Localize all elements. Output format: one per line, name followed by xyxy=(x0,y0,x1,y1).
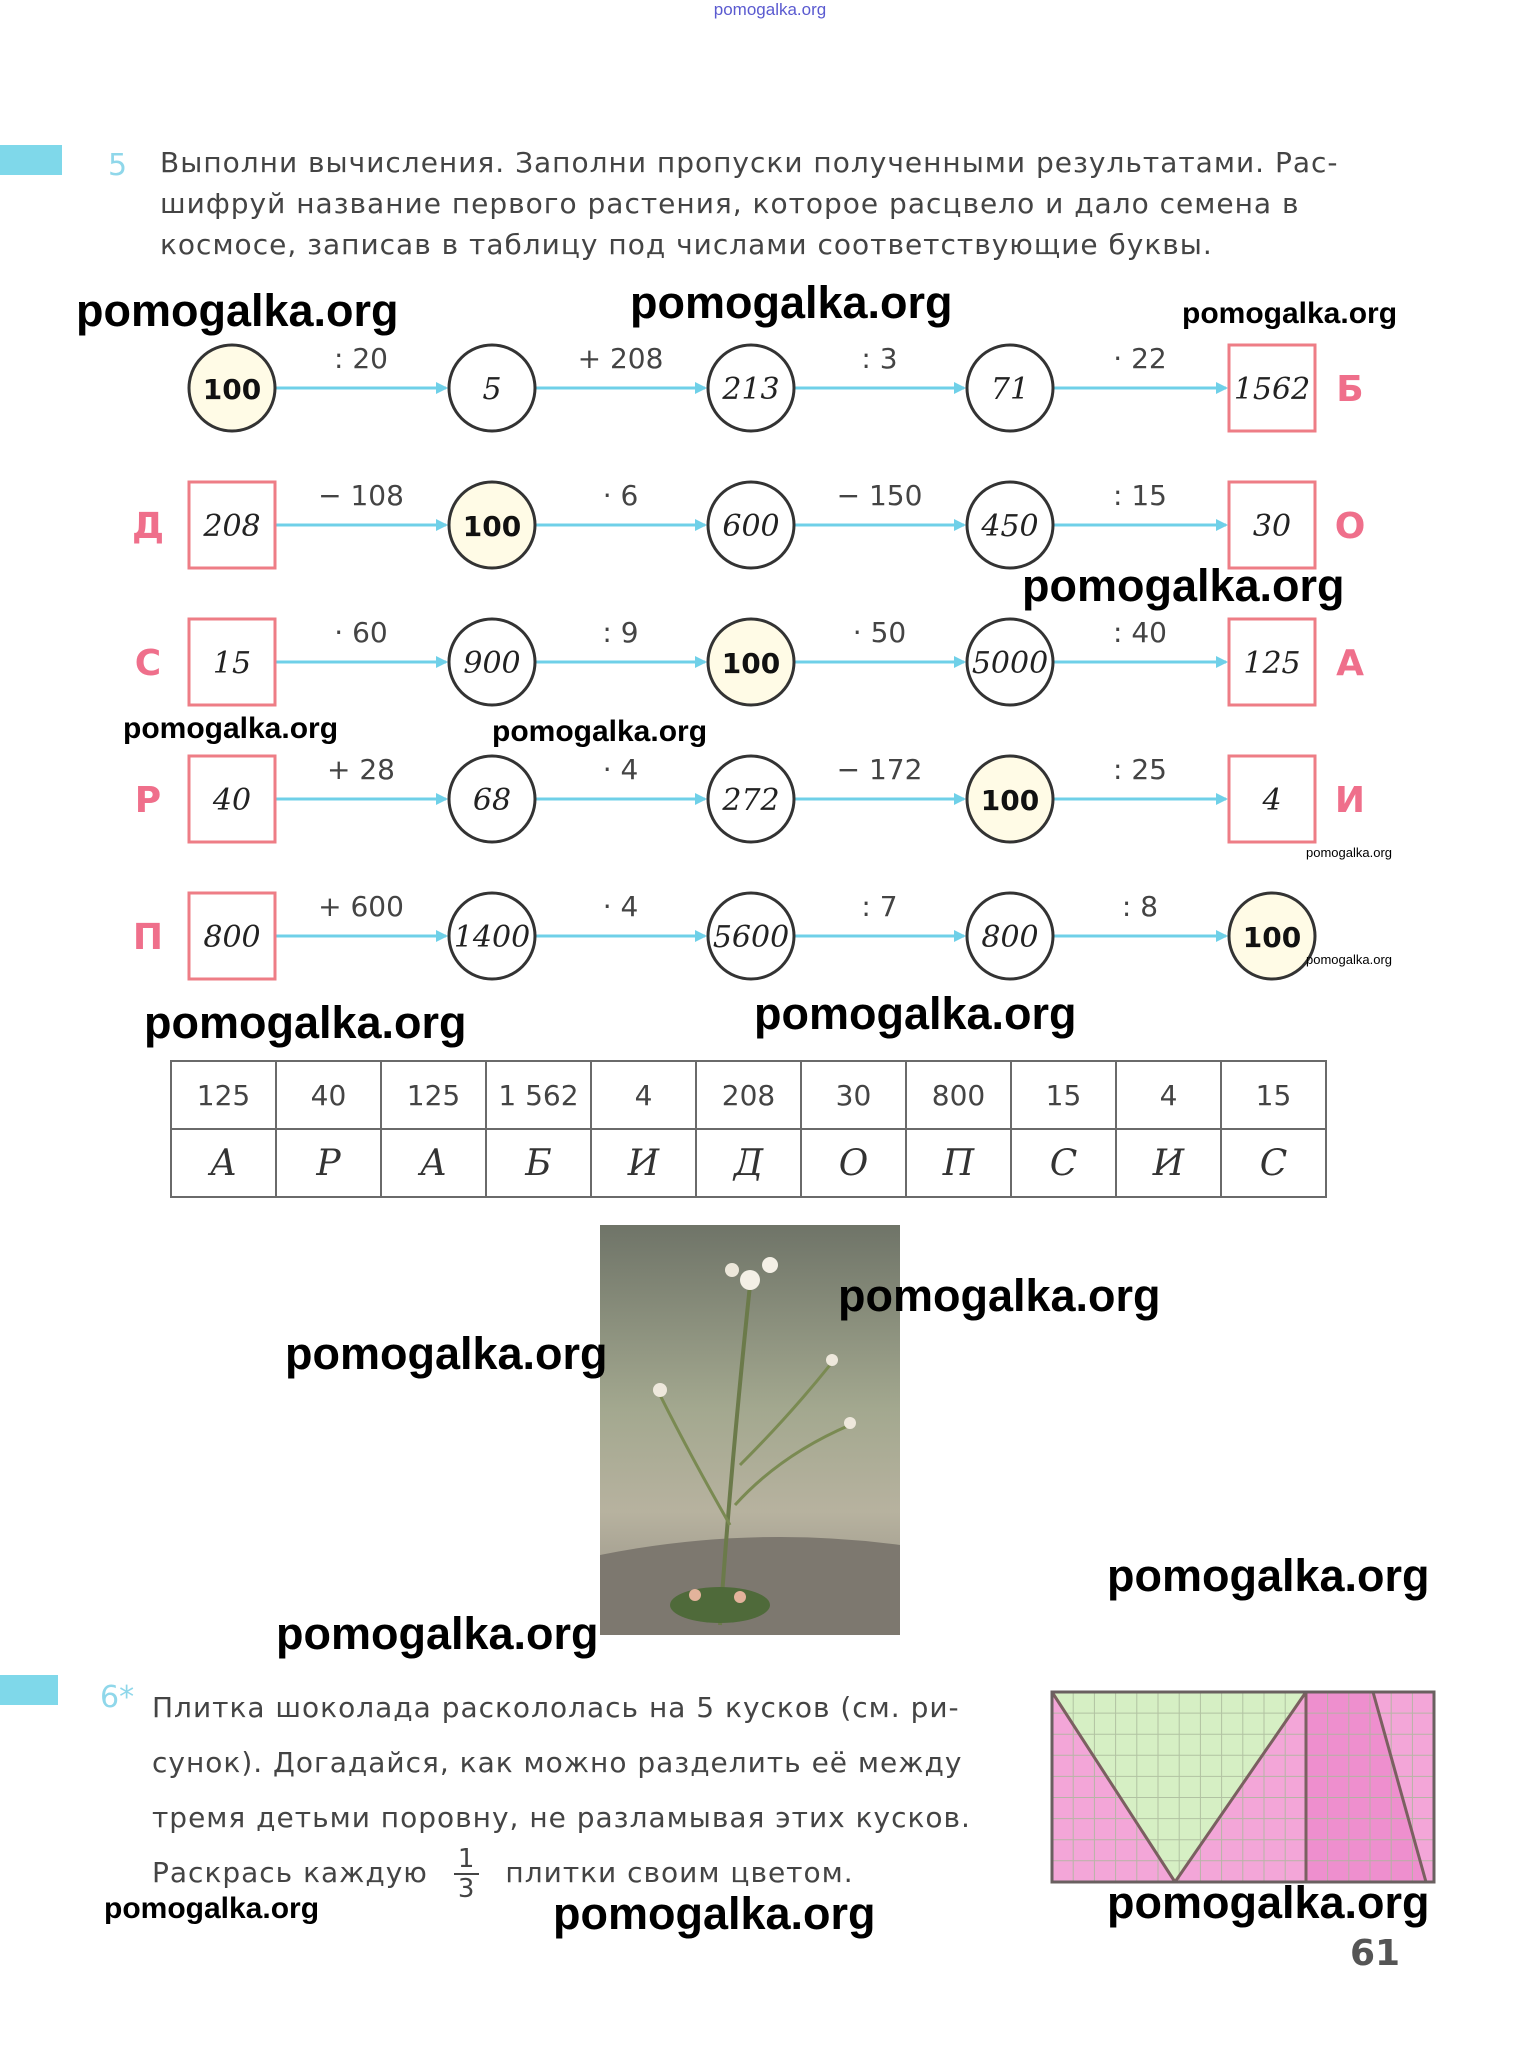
task5-line-1: Выполни вычисления. Заполни пропуски полученными результатами. Рас- xyxy=(160,146,1339,179)
answer-table-numbers-row xyxy=(171,1061,1326,1129)
answer-number-cell: 800 xyxy=(906,1061,1011,1129)
given-value: 100 xyxy=(721,647,781,680)
one-third-fraction xyxy=(454,1845,480,1903)
answer-letter-cell: Р xyxy=(276,1129,381,1197)
operation-label: : 7 xyxy=(861,890,898,923)
calculation-chains xyxy=(0,320,1528,1000)
chain-end-letter: И xyxy=(1334,780,1366,821)
chain-row-1 xyxy=(189,342,1364,431)
chain-start-letter: С xyxy=(134,643,162,684)
answer-number-cell: 208 xyxy=(696,1061,801,1129)
task6-last-after: плитки своим цветом. xyxy=(505,1856,854,1889)
task5-tab-stripe xyxy=(0,145,62,175)
watermark-3: pomogalka.org xyxy=(1182,297,1398,330)
watermark-1: pomogalka.org xyxy=(76,285,399,336)
answer-value: 272 xyxy=(722,783,780,818)
operation-label: − 172 xyxy=(836,753,923,786)
answer-number-cell: 4 xyxy=(1116,1061,1221,1129)
task6-text xyxy=(152,1680,1012,1903)
chain-row-3 xyxy=(135,616,1364,705)
answer-number-cell: 15 xyxy=(1011,1061,1116,1129)
answer-letter-cell: Д xyxy=(696,1129,801,1197)
answer-letter-cell: А xyxy=(381,1129,486,1197)
operation-label: − 150 xyxy=(836,479,923,512)
watermark-6: pomogalka.org xyxy=(492,715,708,748)
answer-letter-cell: С xyxy=(1221,1129,1326,1197)
watermark-13: pomogalka.org xyxy=(1107,1550,1430,1601)
task5-line-2: шифруй название первого растения, которое расцвело и дало семена в xyxy=(160,187,1300,220)
operation-label: : 15 xyxy=(1113,479,1167,512)
watermark-15: pomogalka.org xyxy=(104,1892,320,1925)
answer-value: 71 xyxy=(990,372,1030,407)
chain-start-letter: П xyxy=(132,917,164,958)
chain-row-2 xyxy=(132,479,1365,568)
given-value: 100 xyxy=(1242,921,1302,954)
operation-label: + 28 xyxy=(327,753,395,786)
chain-end-letter: А xyxy=(1336,643,1364,684)
task5-text xyxy=(160,142,1404,265)
operation-label: · 6 xyxy=(602,479,639,512)
task6-line-1: Плитка шоколада раскололась на 5 кусков (см. ри- xyxy=(152,1691,960,1724)
task6-line-3: тремя детьми поровну, не разламывая этих кусков. xyxy=(152,1801,971,1834)
chain-end-letter: О xyxy=(1334,506,1366,547)
operation-label: : 9 xyxy=(602,616,639,649)
watermark-16: pomogalka.org xyxy=(553,1888,876,1939)
answer-letter-cell: П xyxy=(906,1129,1011,1197)
operation-label: − 108 xyxy=(318,479,404,512)
answer-number-cell: 30 xyxy=(801,1061,906,1129)
answer-letter-cell: О xyxy=(801,1129,906,1197)
task6-line-2: сунок). Догадайся, как можно разделить её между xyxy=(152,1746,963,1779)
answer-value: 600 xyxy=(722,509,780,544)
watermark-2: pomogalka.org xyxy=(630,277,953,328)
answer-number-cell: 1 562 xyxy=(486,1061,591,1129)
operation-label: : 20 xyxy=(334,342,388,375)
answer-value: 213 xyxy=(722,372,780,407)
chain-end-letter: Б xyxy=(1336,369,1364,410)
operation-label: : 3 xyxy=(861,342,898,375)
given-value: 100 xyxy=(980,784,1040,817)
answer-value: 1562 xyxy=(1233,372,1311,407)
watermark-12: pomogalka.org xyxy=(285,1328,608,1379)
operation-label: · 50 xyxy=(852,616,907,649)
answer-letter-cell: С xyxy=(1011,1129,1116,1197)
task6-tab-stripe xyxy=(0,1675,58,1705)
task6-number: 6* xyxy=(100,1680,135,1715)
answer-number-cell: 125 xyxy=(381,1061,486,1129)
watermark-7: pomogalka.org xyxy=(1306,845,1392,860)
operation-label: · 4 xyxy=(602,890,639,923)
chocolate-bar-figure xyxy=(1050,1690,1436,1885)
chain-start-letter: Р xyxy=(134,780,162,821)
answer-table xyxy=(170,1060,1327,1198)
operation-label: · 4 xyxy=(602,753,639,786)
answer-value: 15 xyxy=(212,646,252,681)
watermark-5: pomogalka.org xyxy=(123,712,339,745)
answer-number-cell: 125 xyxy=(171,1061,276,1129)
answer-value: 1400 xyxy=(453,920,531,955)
answer-value: 4 xyxy=(1262,783,1282,818)
answer-letter-cell: И xyxy=(591,1129,696,1197)
watermark-8: pomogalka.org xyxy=(1306,952,1392,967)
watermark-11: pomogalka.org xyxy=(838,1270,1161,1321)
answer-value: 125 xyxy=(1243,646,1301,681)
operation-label: : 40 xyxy=(1113,616,1167,649)
chain-row-4 xyxy=(135,753,1365,842)
operation-label: · 60 xyxy=(334,616,388,649)
task6-last-before: Раскрась каждую xyxy=(152,1856,428,1889)
operation-label: · 22 xyxy=(1113,342,1167,375)
answer-value: 68 xyxy=(472,783,512,818)
operation-label: : 25 xyxy=(1113,753,1167,786)
task5-line-3: космосе, записав в таблицу под числами соответствующие буквы. xyxy=(160,228,1213,261)
fraction-denominator: 3 xyxy=(457,1874,476,1904)
operation-label: : 8 xyxy=(1121,890,1159,923)
operation-label: + 208 xyxy=(577,342,664,375)
watermark-10: pomogalka.org xyxy=(754,988,1077,1039)
answer-value: 30 xyxy=(1252,509,1292,544)
chain-row-5 xyxy=(133,890,1315,979)
answer-number-cell: 15 xyxy=(1221,1061,1326,1129)
answer-value: 208 xyxy=(203,509,261,544)
answer-value: 450 xyxy=(981,509,1039,544)
answer-letter-cell: А xyxy=(171,1129,276,1197)
watermark-9: pomogalka.org xyxy=(144,997,467,1048)
answer-number-cell: 40 xyxy=(276,1061,381,1129)
chain-start-letter: Д xyxy=(131,506,165,547)
answer-value: 900 xyxy=(463,646,521,681)
answer-value: 5000 xyxy=(971,646,1049,681)
answer-value: 800 xyxy=(203,920,261,955)
answer-letter-cell: Б xyxy=(486,1129,591,1197)
answer-number-cell: 4 xyxy=(591,1061,696,1129)
task5-number: 5 xyxy=(108,148,128,183)
operation-label: + 600 xyxy=(318,890,404,923)
answer-value: 800 xyxy=(981,920,1039,955)
answer-value: 5600 xyxy=(712,920,790,955)
watermark-17: pomogalka.org xyxy=(1107,1877,1430,1928)
page-number: 61 xyxy=(1350,1933,1401,1974)
watermark-4: pomogalka.org xyxy=(1022,560,1345,611)
answer-value: 5 xyxy=(482,372,502,407)
given-value: 100 xyxy=(462,510,522,543)
answer-letter-cell: И xyxy=(1116,1129,1221,1197)
given-value: 100 xyxy=(202,373,262,406)
fraction-numerator: 1 xyxy=(454,1845,480,1875)
answer-value: 40 xyxy=(212,783,252,818)
watermark-14: pomogalka.org xyxy=(276,1608,599,1659)
answer-table-letters-row xyxy=(171,1129,1326,1197)
site-top-link[interactable]: pomogalka.org xyxy=(713,0,827,19)
